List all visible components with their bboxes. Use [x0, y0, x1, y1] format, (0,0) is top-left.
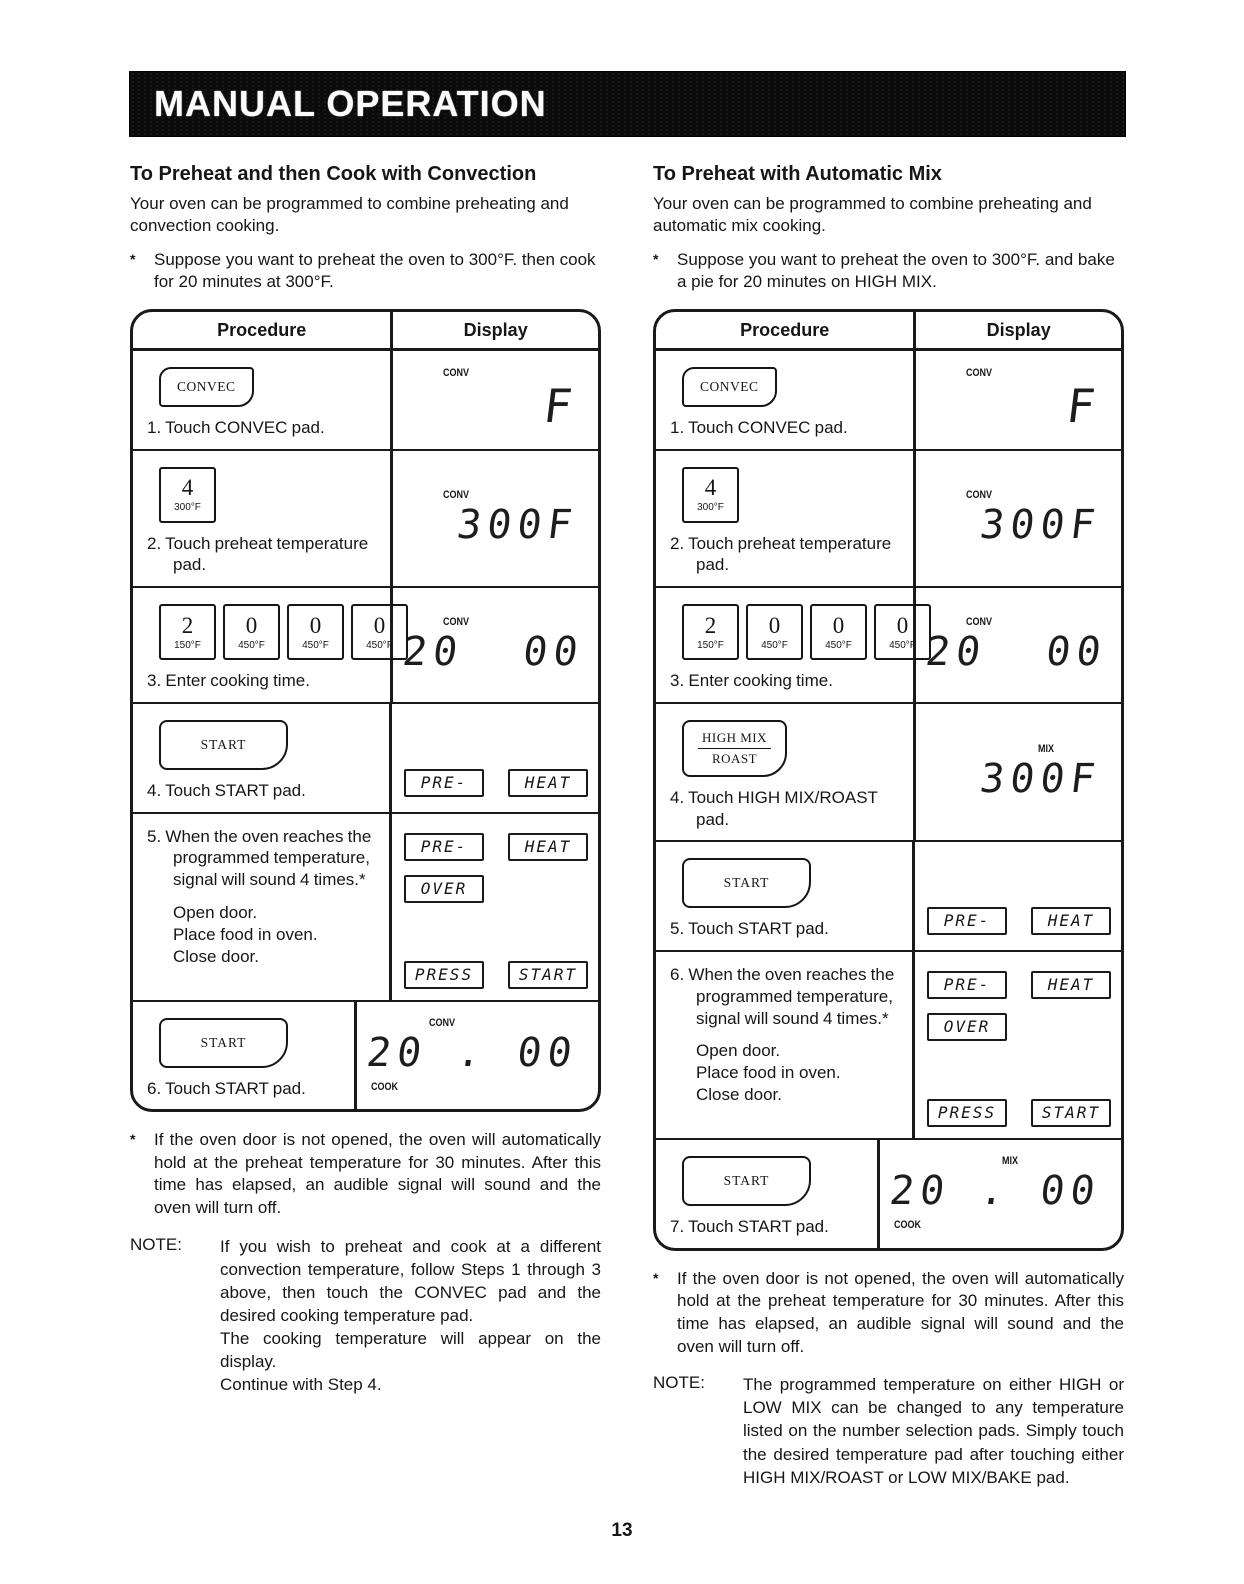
conv-indicator: CONV — [966, 489, 993, 502]
display-readout — [923, 596, 1117, 694]
section-title-automatic-mix: To Preheat with Automatic Mix — [653, 163, 942, 185]
display-cell — [357, 1002, 598, 1110]
procedure-cell — [133, 1002, 357, 1110]
procedure-cell — [133, 451, 393, 587]
keypad-group — [159, 1018, 346, 1068]
footnote — [130, 1129, 601, 1219]
column-header-display: Display — [463, 319, 528, 340]
column-header-display: Display — [986, 319, 1051, 340]
display-box-row — [404, 961, 588, 989]
key-temp-label: 450°F — [889, 639, 916, 651]
display-box-row — [927, 907, 1111, 935]
procedure-table-left — [130, 309, 601, 1113]
table-row — [133, 704, 598, 814]
right-column — [653, 163, 1124, 1489]
display-readout — [926, 712, 1111, 833]
display-box: PRE- — [927, 971, 1007, 999]
number-pad-0 — [746, 604, 803, 660]
display-box: OVER — [404, 875, 484, 903]
display-readout — [402, 822, 588, 996]
convec-pad: CONVEC — [682, 367, 777, 407]
key-temp-label: 150°F — [174, 639, 201, 651]
display-box: HEAT — [1031, 971, 1111, 999]
display-box-row — [404, 769, 588, 797]
step-subline: Open door. — [696, 1041, 781, 1061]
procedure-cell — [133, 351, 393, 449]
display-readout — [400, 596, 594, 694]
step-caption: 3. Enter cooking time. — [147, 671, 310, 690]
display-cell — [916, 704, 1121, 841]
table-row — [133, 1002, 598, 1110]
bullet-text: Suppose you want to preheat the oven to 300°F. then cook for 20 minutes at 300°F. — [154, 249, 596, 292]
key-number: 2 — [181, 612, 194, 638]
display-cell — [916, 351, 1121, 449]
key-number: 2 — [704, 612, 717, 638]
segment-display: 20 00 — [923, 628, 1110, 675]
convec-pad: CONVEC — [159, 367, 254, 407]
display-readout — [402, 712, 588, 814]
procedure-cell — [656, 351, 916, 449]
segment-display: 300F — [977, 756, 1104, 802]
key-temp-label: 450°F — [366, 639, 393, 651]
key-number: 0 — [768, 612, 781, 638]
section-title-convection: To Preheat and then Cook with Convection — [130, 163, 537, 185]
display-readout — [403, 459, 588, 579]
display-readout — [925, 850, 1111, 952]
conv-indicator: CONV — [443, 489, 470, 502]
segment-display: F — [540, 379, 582, 434]
display-box: PRE- — [927, 907, 1007, 935]
table-row — [656, 588, 1121, 704]
section-intro: Your oven can be programmed to combine preheating and convection cooking. — [130, 194, 569, 236]
asterisk-marker: * — [130, 250, 136, 267]
key-number: 0 — [373, 612, 386, 638]
step-caption: 6. When the oven reaches the programmed temperature, signal will sound 4 times.* — [670, 965, 895, 1028]
procedure-cell — [133, 814, 392, 1000]
page-title: MANUAL OPERATION — [154, 83, 547, 124]
step-caption: 5. When the oven reaches the programmed temperature, signal will sound 4 times.* — [147, 826, 372, 889]
procedure-cell — [133, 704, 392, 812]
display-box: PRESS — [927, 1099, 1007, 1127]
step-sublines — [147, 902, 381, 968]
cook-indicator: COOK — [371, 1080, 399, 1093]
example-bullet — [130, 249, 601, 294]
note-paragraph: The programmed temperature on either HIGH or LOW MIX can be changed to any temperature listed on the number selection pads. Simply touch the desired temperature pad after touching either HIGH MIX/ROAST or LOW MIX/BAKE pad. — [743, 1375, 1124, 1487]
section-header-bar — [130, 72, 1125, 136]
mix-indicator: MIX — [1038, 743, 1055, 755]
display-box: PRESS — [404, 961, 484, 989]
example-bullet — [653, 249, 1124, 294]
key-number: 0 — [896, 612, 909, 638]
keypad-group — [682, 720, 905, 777]
note-label: NOTE: — [130, 1234, 182, 1254]
table-row — [133, 588, 598, 704]
display-readout — [926, 359, 1111, 441]
procedure-table-right — [653, 309, 1124, 1251]
step-caption: 7. Touch START pad. — [670, 1217, 829, 1236]
number-pad-4 — [682, 467, 739, 523]
note-paragraph: If you wish to preheat and cook at a different convection temperature, follow Steps 1 through 3 above, then touch the CONVEC pad and the desired cooking temperature pad. — [220, 1236, 601, 1326]
note-block — [130, 1235, 601, 1397]
bullet-text: Suppose you want to preheat the oven to 300°F. and bake a pie for 20 minutes on HIGH MIX. — [677, 249, 1115, 292]
keypad-group — [159, 467, 382, 523]
conv-indicator: CONV — [443, 367, 470, 380]
footnote-text: If the oven door is not opened, the oven will automatically hold at the preheat temperature for 30 minutes. After this time has elapsed, an audible signal will sound and the oven will turn off. — [677, 1268, 1124, 1356]
page-number: 13 — [611, 1520, 633, 1541]
section-intro: Your oven can be programmed to combine preheating and automatic mix cooking. — [653, 194, 1092, 236]
segment-display: 300F — [977, 502, 1104, 549]
note-label: NOTE: — [653, 1373, 705, 1393]
display-cell — [915, 952, 1121, 1138]
display-cell — [393, 451, 598, 587]
key-temp-label: 450°F — [238, 639, 265, 651]
step-caption: 6. Touch START pad. — [147, 1078, 306, 1098]
pad-label-bottom: ROAST — [711, 750, 758, 766]
number-pad-0 — [223, 604, 280, 660]
start-pad: START — [159, 720, 288, 770]
conv-indicator: CONV — [429, 1016, 456, 1029]
number-pad-4 — [159, 467, 216, 523]
procedure-cell — [656, 1140, 880, 1248]
segment-display: 20 00 — [400, 628, 587, 675]
keypad-group — [682, 604, 916, 660]
asterisk-marker: * — [653, 250, 659, 267]
content-columns — [130, 163, 1125, 1489]
display-box-row — [404, 875, 588, 903]
conv-indicator: CONV — [966, 367, 993, 380]
display-readout — [887, 1148, 1111, 1240]
table-row — [656, 952, 1121, 1140]
step-caption: 2. Touch preheat temperature pad. — [147, 533, 369, 575]
number-pad-0 — [287, 604, 344, 660]
table-row — [133, 351, 598, 451]
display-box-row — [927, 971, 1111, 999]
conv-indicator: CONV — [966, 615, 993, 628]
step-subline: Place food in oven. — [696, 1063, 841, 1083]
start-pad: START — [159, 1018, 288, 1068]
display-cell — [916, 451, 1121, 587]
high-mix-roast-pad — [682, 720, 787, 777]
key-number: 0 — [309, 612, 322, 638]
start-pad: START — [682, 1156, 811, 1206]
step-caption: 3. Enter cooking time. — [670, 671, 833, 690]
display-box: PRE- — [404, 769, 484, 797]
key-temp-label: 450°F — [761, 639, 788, 651]
conv-indicator: CONV — [443, 615, 470, 628]
display-box: START — [1031, 1099, 1111, 1127]
segment-display: 300F — [454, 502, 581, 549]
asterisk-marker: * — [653, 1269, 659, 1286]
step-subline: Open door. — [173, 902, 258, 922]
table-row — [133, 451, 598, 589]
display-box: OVER — [927, 1013, 1007, 1041]
key-number: 4 — [704, 475, 717, 500]
keypad-group — [682, 1156, 869, 1206]
key-temp-label: 450°F — [825, 639, 852, 651]
keypad-group — [682, 367, 905, 407]
display-box: HEAT — [508, 833, 588, 861]
key-number: 4 — [181, 475, 194, 500]
step-caption: 1. Touch CONVEC pad. — [147, 417, 325, 437]
keypad-group — [682, 858, 904, 908]
procedure-cell — [656, 952, 915, 1138]
column-header-procedure: Procedure — [656, 312, 916, 348]
key-temp-label: 450°F — [302, 639, 329, 651]
display-box: HEAT — [1031, 907, 1111, 935]
table-row — [656, 842, 1121, 952]
keypad-group — [159, 720, 381, 770]
note-body — [220, 1235, 601, 1397]
procedure-cell — [656, 588, 916, 702]
note-paragraph: The cooking temperature will appear on the display. — [220, 1329, 601, 1372]
display-readout — [925, 960, 1111, 1134]
display-cell — [880, 1140, 1121, 1248]
table-row — [656, 704, 1121, 843]
number-pad-0 — [810, 604, 867, 660]
step-sublines — [670, 1040, 904, 1106]
display-readout — [364, 1010, 588, 1102]
table-row — [656, 351, 1121, 451]
procedure-cell — [656, 704, 916, 841]
table-header-row — [133, 312, 598, 351]
asterisk-marker: * — [130, 1131, 136, 1148]
display-cell — [392, 814, 598, 1000]
display-box: HEAT — [508, 769, 588, 797]
display-cell — [393, 351, 598, 449]
step-subline: Place food in oven. — [173, 924, 318, 944]
display-box-row — [404, 833, 588, 861]
segment-display: F — [1063, 379, 1105, 434]
procedure-cell — [133, 588, 393, 702]
note-paragraph: Continue with Step 4. — [220, 1375, 382, 1395]
display-readout — [403, 359, 588, 441]
display-box-row — [927, 1099, 1111, 1127]
display-readout — [926, 459, 1111, 579]
column-header-procedure: Procedure — [133, 312, 393, 348]
step-caption: 1. Touch CONVEC pad. — [670, 417, 848, 437]
step-caption: 4. Touch START pad. — [147, 780, 306, 800]
note-body — [743, 1373, 1124, 1489]
key-number: 0 — [245, 612, 258, 638]
note-block — [653, 1373, 1124, 1489]
footnote-text: If the oven door is not opened, the oven will automatically hold at the preheat temperature for 30 minutes. After this time has elapsed, an audible signal will sound and the oven will turn off. — [154, 1130, 601, 1218]
segment-display: 20 . 00 — [887, 1168, 1104, 1215]
key-temp-label: 150°F — [697, 639, 724, 651]
procedure-cell — [656, 842, 915, 950]
keypad-group — [159, 604, 393, 660]
table-row — [133, 814, 598, 1002]
table-row — [656, 451, 1121, 589]
display-cell — [915, 842, 1121, 950]
display-cell — [392, 704, 598, 812]
display-box: PRE- — [404, 833, 484, 861]
footnote — [653, 1268, 1124, 1358]
pad-label-top: HIGH MIX — [698, 730, 771, 749]
display-cell — [916, 588, 1124, 702]
key-temp-label: 300°F — [174, 502, 201, 513]
table-row — [656, 1140, 1121, 1248]
number-pad-2 — [159, 604, 216, 660]
table-header-row — [656, 312, 1121, 351]
keypad-group — [159, 367, 382, 407]
key-temp-label: 300°F — [697, 502, 724, 513]
number-pad-2 — [682, 604, 739, 660]
display-box: START — [508, 961, 588, 989]
step-caption: 5. Touch START pad. — [670, 919, 829, 939]
step-subline: Close door. — [696, 1085, 782, 1105]
keypad-group — [682, 467, 905, 523]
left-column — [130, 163, 601, 1489]
procedure-cell — [656, 451, 916, 587]
step-subline: Close door. — [173, 946, 259, 966]
display-cell — [393, 588, 601, 702]
step-caption: 4. Touch HIGH MIX/ROAST pad. — [670, 787, 878, 829]
start-pad: START — [682, 858, 811, 908]
step-caption: 2. Touch preheat temperature pad. — [670, 533, 892, 575]
segment-display: 20 . 00 — [364, 1029, 581, 1076]
display-box-row — [927, 1013, 1111, 1041]
mix-indicator: MIX — [1002, 1155, 1019, 1168]
cook-indicator: COOK — [894, 1219, 922, 1232]
key-number: 0 — [832, 612, 845, 638]
